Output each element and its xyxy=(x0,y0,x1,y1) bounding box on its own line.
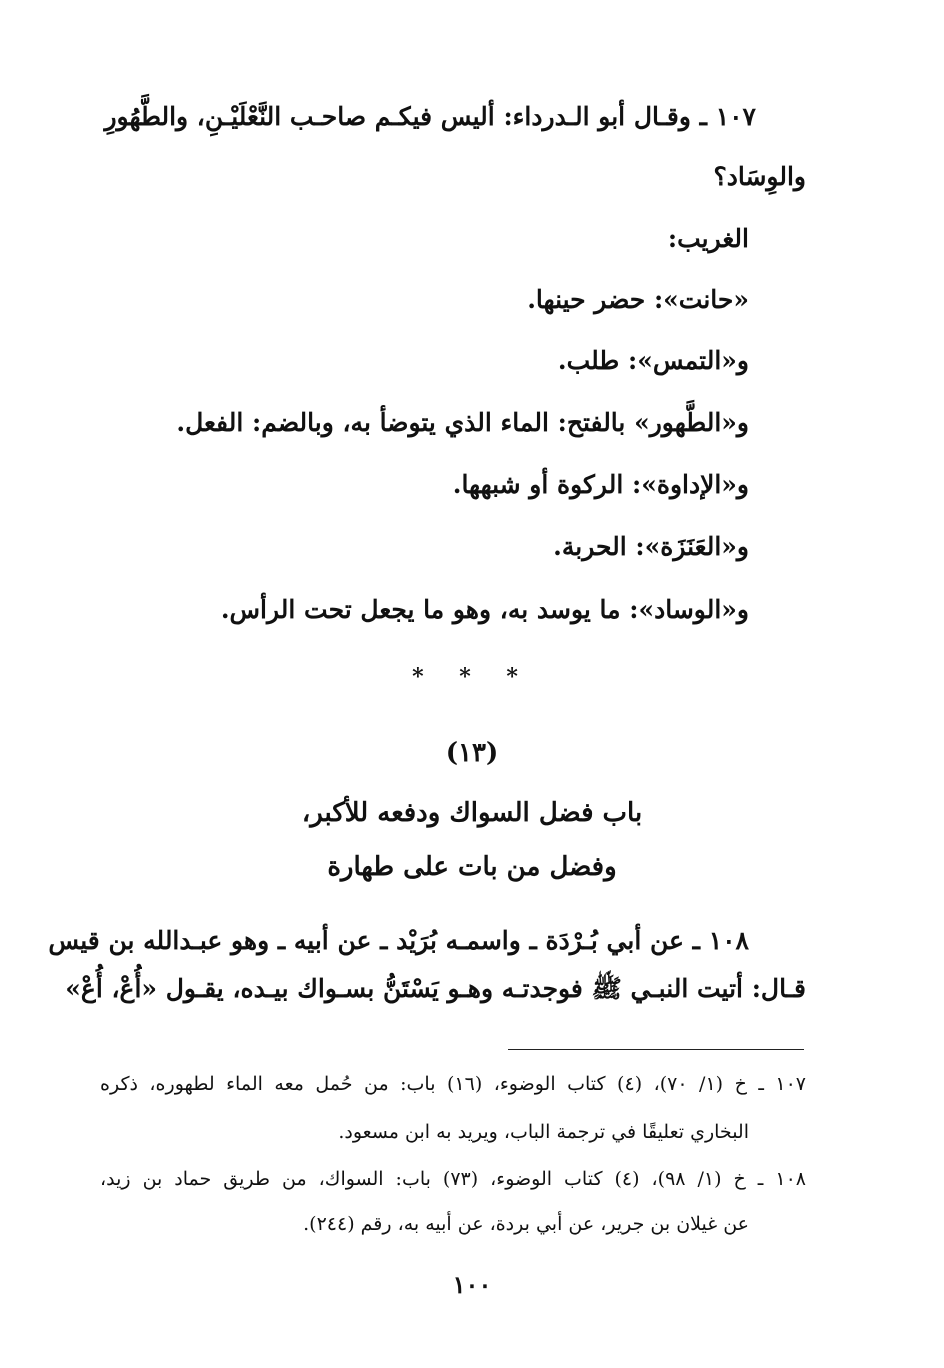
footnote-108-line-1: ١٠٨ ـ خ (١/ ٩٨)، (٤) كتاب الوضوء، (٧٣) باب: السواك، من طريق حماد بن زيد، xyxy=(100,1168,806,1190)
gharib-heading: الغريب: xyxy=(667,224,749,253)
chapter-number: (١٣) xyxy=(445,738,499,768)
hadith-108-line-2: قـال: أتيت النبـي ﷺ فوجدتـه وهـو يَسْتَنُّ بسـواك بيـده، يقـول «أُعْ، أُعْ» xyxy=(65,974,806,1003)
gharib-item: «حانت»: حضر حينها. xyxy=(527,285,749,314)
chapter-title-line-2: وفضل من بات على طهارة xyxy=(327,852,617,882)
footnote-divider xyxy=(508,1049,804,1050)
hadith-107-number: ١٠٧ ـ xyxy=(699,102,756,131)
gharib-item: و«الإداوة»: الركوة أو شبهها. xyxy=(452,470,749,499)
page-number: ١٠٠ xyxy=(452,1270,492,1299)
gharib-item: و«الوساد»: ما يوسد به، وهو ما يجعل تحت الرأس. xyxy=(220,595,749,624)
gharib-item: و«العَنَزَة»: الحربة. xyxy=(553,532,749,561)
gharib-item: و«التمس»: طلب. xyxy=(557,346,749,375)
footnote-108-line-2: عن غيلان بن جرير، عن أبي بردة، عن أبيه به، رقم (٢٤٤). xyxy=(303,1213,749,1235)
section-separator: * * * xyxy=(412,664,532,690)
hadith-108-number: ١٠٨ ـ xyxy=(692,926,749,955)
hadith-108-text: عن أبي بُـرْدَة ـ واسمـه بُرَيْد ـ عن أبيه ـ وهو عبـدالله بن قيس xyxy=(48,926,684,955)
chapter-title-line-1: باب فضل السواك ودفعه للأكبر، xyxy=(301,798,643,828)
hadith-107-line-1 xyxy=(106,100,756,134)
footnote-107-line-1: ١٠٧ ـ خ (١/ ٧٠)، (٤) كتاب الوضوء، (١٦) باب: من حُمل معه الماء لطهوره، ذكره xyxy=(100,1073,806,1095)
hadith-108-line-1 xyxy=(48,924,749,958)
hadith-107-text: وقـال أبو الـدرداء: أليس فيكـم صاحـب النَّعْلَيْـنِ، والطَّهُورِ xyxy=(104,102,691,131)
footnote-107-line-2: البخاري تعليقًا في ترجمة الباب، ويريد به ابن مسعود. xyxy=(338,1121,749,1143)
hadith-107-line-2: والوِسَاد؟ xyxy=(713,162,806,191)
gharib-item: و«الطَّهور» بالفتح: الماء الذي يتوضأ به، وبالضم: الفعل. xyxy=(176,408,749,437)
